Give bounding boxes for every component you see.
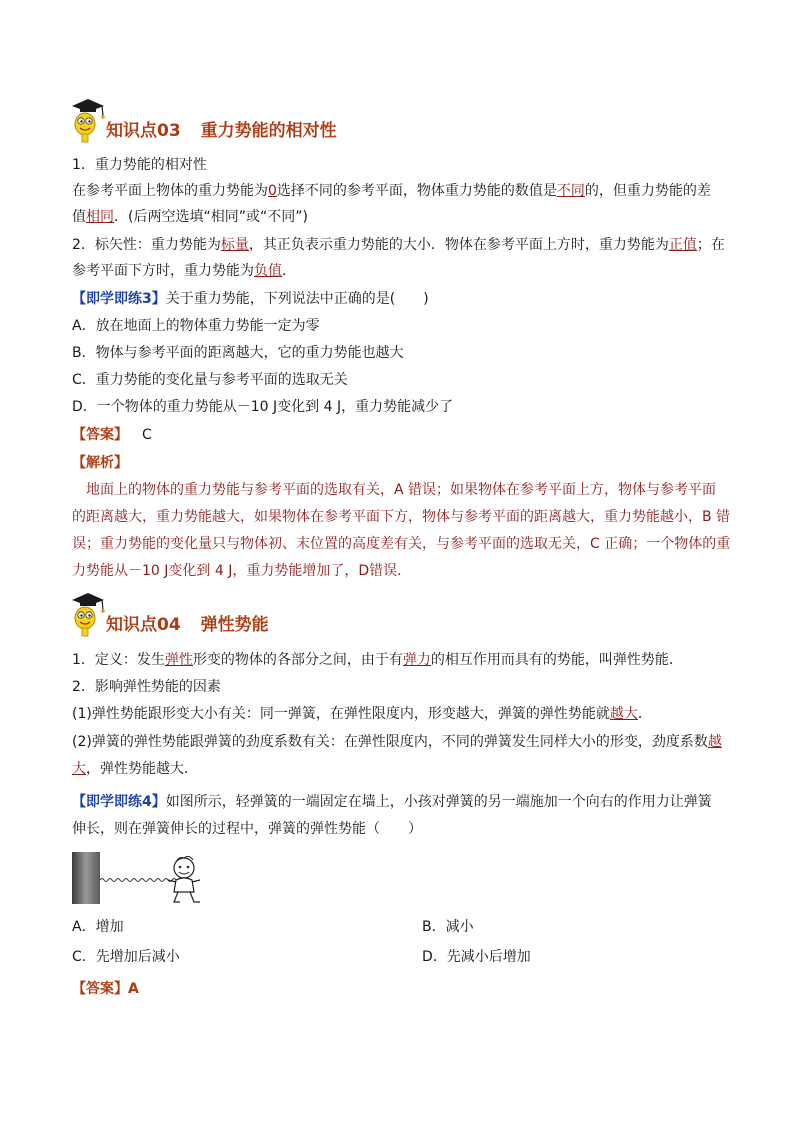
s3-analysis-line1: 地面上的物体的重力势能与参考平面的选取有关，A 错误；如果物体在参考平面上方，物体与参考平面 [86,482,717,498]
blank: 正值 [668,237,697,253]
s3-option-d: D．一个物体的重力势能从－10 J变化到 4 J，重力势能减少了 [72,399,454,415]
s4-p1: 1．定义：发生弹性形变的物体的各部分之间，由于有弹力的相互作用而具有的势能，叫弹性势能． [72,652,683,668]
s3-p1-line2: 值相同．(后两空选填“相同”或“不同”) [72,209,308,225]
s3-analysis-line4: 力势能从－10 J变化到 4 J，重力势能增加了，D错误． [72,563,412,579]
graduate-mascot-icon [66,96,106,144]
question-tag: 【即学即练4】 [72,794,166,810]
s3-p2-line1: 2．标矢性：重力势能为标量，其正负表示重力势能的大小．物体在参考平面上方时，重力势能为正值；在 [72,237,725,253]
question-tag: 【即学即练3】 [72,291,166,307]
s3-answer: 【答案】 C [72,427,152,443]
s3-p1-head: 1．重力势能的相对性 [72,157,207,173]
section-03-title: 知识点03 重力势能的相对性 [106,121,337,141]
s4-option-a: A．增加 [72,919,124,935]
answer-tag: 【答案】 [72,981,128,997]
s3-option-a: A．放在地面上的物体重力势能一定为零 [72,318,320,334]
s4-option-b: B．减小 [422,919,474,935]
s4-options-row1 [72,916,732,938]
blank: 标量 [220,237,249,253]
wall-shape [72,852,100,904]
s3-p1-line1: 在参考平面上物体的重力势能为0选择不同的参考平面，物体重力势能的数值是不同的，但重力势能的差 [72,183,711,199]
blank: 不同 [556,183,585,199]
blank: 弹力 [402,652,431,668]
s4-option-d: D．先减小后增加 [422,949,531,965]
s3-analysis-line2: 的距离越大，重力势能越大，如果物体在参考平面下方，物体与参考平面的距离越大，重力势能越小，B 错 [72,509,731,525]
s3-question: 【即学即练3】关于重力势能，下列说法中正确的是( ) [72,291,429,307]
s4-p2: 2．影响弹性势能的因素 [72,679,221,695]
s4-p4-line2: 大，弹性势能越大． [72,761,198,777]
blank: 大 [72,761,86,777]
s4-answer: 【答案】A [72,981,139,997]
s4-question-line2: 伸长，则在弹簧伸长的过程中，弹簧的弹性势能（ ） [72,821,422,837]
s3-analysis-line3: 误；重力势能的变化量只与物体初、末位置的高度差有关，与参考平面的选取无关，C 正确；一个物体的重 [72,536,731,552]
graduate-mascot-icon [66,590,106,638]
s4-question-line1: 【即学即练4】如图所示，轻弹簧的一端固定在墙上，小孩对弹簧的另一端施加一个向右的作用力让弹簧 [72,794,712,810]
s3-p2-line2: 参考平面下方时，重力势能为负值． [72,263,296,279]
blank: 越 [707,734,722,750]
blank: 弹性 [164,652,193,668]
wall-spring-child-figure [72,850,212,906]
s4-options-row2 [72,946,732,968]
s4-p4-line1: (2)弹簧的弹性势能跟弹簧的劲度系数有关：在弹性限度内，不同的弹簧发生同样大小的形变，劲度系数越 [72,734,722,750]
blank: 越大 [609,706,638,722]
s3-option-b: B．物体与参考平面的距离越大，它的重力势能也越大 [72,345,404,361]
blank: 0 [268,183,277,199]
s4-option-c: C．先增加后减小 [72,949,180,965]
s3-analysis-tag: 【解析】 [72,455,128,471]
section-04-title: 知识点04 弹性势能 [106,615,269,635]
answer-tag: 【答案】 [72,427,128,443]
blank: 相同 [86,209,114,225]
blank: 负值 [254,263,282,279]
s3-option-c: C．重力势能的变化量与参考平面的选取无关 [72,372,348,388]
s4-p3: (1)弹性势能跟形变大小有关：同一弹簧，在弹性限度内，形变越大，弹簧的弹性势能就越大． [72,706,652,722]
